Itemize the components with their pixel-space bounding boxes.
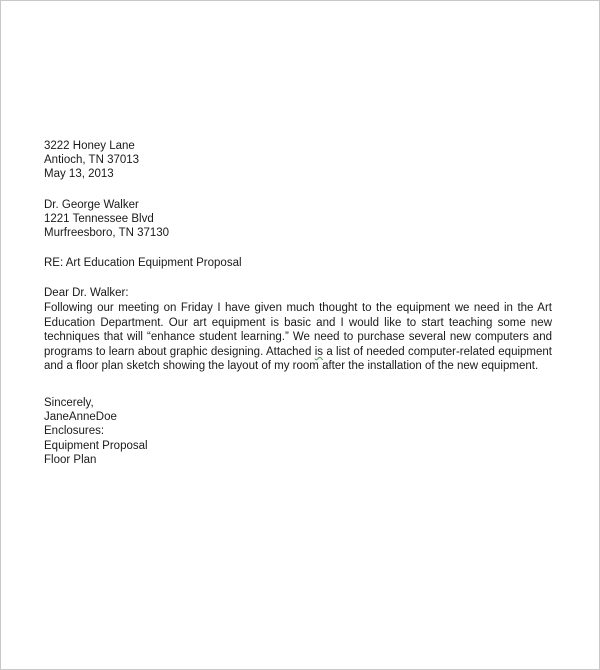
sender-address-block [44,139,552,182]
spacer [44,270,552,286]
subject-line: RE: Art Education Equipment Proposal [44,257,242,270]
body-paragraph [44,301,552,374]
body-text-segment: Following our meeting on Friday I have given much thought to the equipment we need in the Art Education Department. Our art equipment is basic and I would like to start teaching some new techniques that will “enhance student learning.” We need to purchase several new computers and programs to learn about graphic designing. Attached [44,302,552,358]
body-text-segment: a list of needed computer-related equipment and a floor plan sketch showing the layout of my room after the installation of the new equipment. [44,345,552,373]
recipient-address-block [44,198,552,241]
spacer [44,182,552,198]
recipient-address-line: 1221 Tennessee Blvd [44,212,154,225]
sender-date-line: May 13, 2013 [44,168,114,181]
spacer [44,240,552,256]
letter-content [44,139,552,467]
grammar-flagged-word: is [314,345,323,358]
closing-block [44,396,552,467]
sender-address-line: Antioch, TN 37013 [44,154,140,167]
closing-salutation: Sincerely, [44,396,94,409]
spacer [44,374,552,396]
signature-name: JaneAnneDoe [44,411,117,424]
recipient-name-line: Dr. George Walker [44,198,139,211]
enclosures-label: Enclosures: [44,425,105,438]
enclosure-item: Equipment Proposal [44,439,148,452]
recipient-address-line: Murfreesboro, TN 37130 [44,227,170,240]
sender-address-line: 3222 Honey Lane [44,140,135,152]
salutation: Dear Dr. Walker: [44,287,129,300]
enclosure-item: Floor Plan [44,453,97,466]
